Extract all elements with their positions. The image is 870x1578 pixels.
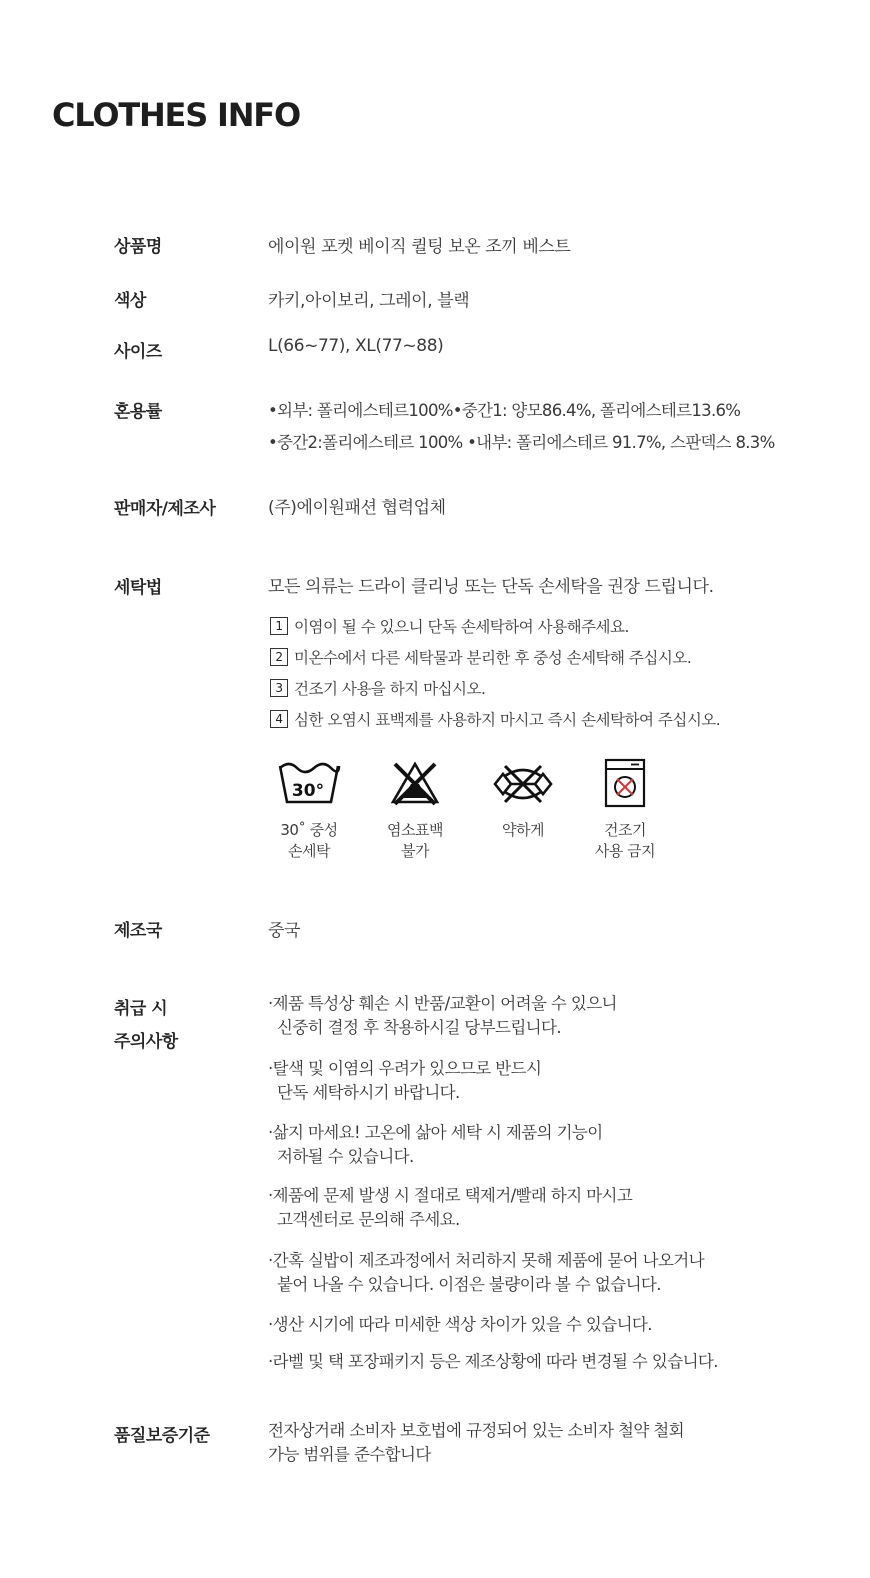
note-number-box: 3 xyxy=(270,679,288,697)
caution-item xyxy=(268,1184,632,1232)
caution-item xyxy=(268,1313,652,1337)
caution-label-line-1: 취급 시 xyxy=(114,999,168,1019)
quality-label: 품질보증기준 xyxy=(114,1426,210,1446)
care-caption xyxy=(370,820,460,862)
no-bleach-icon xyxy=(383,758,447,806)
caution-item-line: ·탈색 및 이염의 우려가 있으므로 반드시 xyxy=(268,1059,542,1078)
seller-value: (주)에이원패션 협력업체 xyxy=(268,498,446,518)
no-wring-icon xyxy=(491,758,555,806)
material-line-1: •외부: 폴리에스테르100%•중간1: 양모86.4%, 폴리에스테르13.6% xyxy=(268,401,741,420)
quality-text xyxy=(268,1419,684,1467)
washing-note-text: 이염이 될 수 있으니 단독 손세탁하여 사용해주세요. xyxy=(294,618,629,636)
caution-label-line-2: 주의사항 xyxy=(114,1032,178,1052)
color-value: 카키,아이보리, 그레이, 블랙 xyxy=(268,291,470,311)
quality-text-line: 가능 범위를 준수합니다 xyxy=(268,1445,431,1464)
color-label: 색상 xyxy=(114,291,146,311)
care-caption-line: 건조기 xyxy=(604,821,646,839)
care-caption-line: 30˚ 중성 xyxy=(280,821,338,839)
care-caption-line: 손세탁 xyxy=(288,842,330,860)
care-item-no-bleach xyxy=(370,758,460,862)
note-number-box: 4 xyxy=(270,710,288,728)
caution-item xyxy=(268,1057,541,1105)
caution-item xyxy=(268,1121,603,1169)
seller-label: 판매자/제조사 xyxy=(114,499,216,519)
care-caption-line: 사용 금지 xyxy=(594,842,656,860)
quality-text-line: 전자상거래 소비자 보호법에 규정되어 있는 소비자 철약 철회 xyxy=(268,1421,684,1440)
washing-label: 세탁법 xyxy=(114,578,162,598)
wash-30-icon xyxy=(277,758,341,806)
care-caption xyxy=(580,820,670,862)
material-line-2: •중간2:폴리에스테르 100% •내부: 폴리에스테르 91.7%, 스판덱스 8.3% xyxy=(268,433,775,452)
material-label: 혼용률 xyxy=(114,402,162,422)
care-caption-line: 불가 xyxy=(401,842,429,860)
page-title: CLOTHES INFO xyxy=(52,96,300,134)
care-item-no-tumble-dry xyxy=(580,758,670,862)
care-caption xyxy=(264,820,354,862)
note-number-box: 2 xyxy=(270,648,288,666)
washing-intro: 모든 의류는 드라이 클리닝 또는 단독 손세탁을 권장 드립니다. xyxy=(268,577,714,597)
washing-note-text: 미온수에서 다른 세탁물과 분리한 후 중성 손세탁해 주십시오. xyxy=(294,649,692,667)
origin-label: 제조국 xyxy=(114,921,162,941)
care-caption xyxy=(478,820,568,841)
size-label: 사이즈 xyxy=(114,342,162,362)
caution-item xyxy=(268,992,617,1040)
caution-item-line: ·제품에 문제 발생 시 절대로 택제거/빨래 하지 마시고 xyxy=(268,1186,633,1205)
product-name-value: 에이원 포켓 베이직 퀼팅 보온 조끼 베스트 xyxy=(268,237,571,257)
origin-value: 중국 xyxy=(268,921,301,941)
caution-item-line: ·간혹 실밥이 제조과정에서 처리하지 못해 제품에 묻어 나오거나 xyxy=(268,1251,704,1270)
product-name-label: 상품명 xyxy=(114,237,162,257)
caution-item-line: ·생산 시기에 따라 미세한 색상 차이가 있을 수 있습니다. xyxy=(268,1315,652,1334)
note-number-box: 1 xyxy=(270,617,288,635)
caution-item-line: 단독 세탁하시기 바랍니다. xyxy=(277,1083,460,1102)
caution-item-line: ·라벨 및 택 포장패키지 등은 제조상황에 따라 변경될 수 있습니다. xyxy=(268,1352,718,1371)
washing-note xyxy=(270,708,720,730)
washing-note-text: 심한 오염시 표백제를 사용하지 마시고 즉시 손세탁하여 주십시오. xyxy=(294,711,721,729)
caution-item-line: 붙어 나올 수 있습니다. 이점은 불량이라 볼 수 없습니다. xyxy=(277,1275,661,1294)
washing-note xyxy=(270,646,691,668)
care-caption-line: 약하게 xyxy=(502,821,544,839)
no-tumble-dry-icon xyxy=(593,758,657,808)
caution-item xyxy=(268,1249,704,1297)
care-item-no-wring xyxy=(478,758,568,841)
care-item-wash-30 xyxy=(264,758,354,862)
size-value: L(66~77), XL(77~88) xyxy=(268,336,444,356)
caution-item-line: 고객센터로 문의해 주세요. xyxy=(277,1210,460,1229)
washing-note xyxy=(270,677,485,699)
washing-note-text: 건조기 사용을 하지 마십시오. xyxy=(294,680,486,698)
care-caption-line: 염소표백 xyxy=(387,821,443,839)
caution-item-line: 신중히 결정 후 착용하시길 당부드립니다. xyxy=(277,1018,561,1037)
caution-item-line: ·제품 특성상 훼손 시 반품/교환이 어려울 수 있으니 xyxy=(268,994,617,1013)
wash-30-symbol-text: 30° xyxy=(291,781,325,801)
caution-item-line: ·삶지 마세요! 고온에 삶아 세탁 시 제품의 기능이 xyxy=(268,1123,603,1142)
caution-item xyxy=(268,1350,718,1374)
caution-item-line: 저하될 수 있습니다. xyxy=(277,1147,414,1166)
washing-note xyxy=(270,615,629,637)
